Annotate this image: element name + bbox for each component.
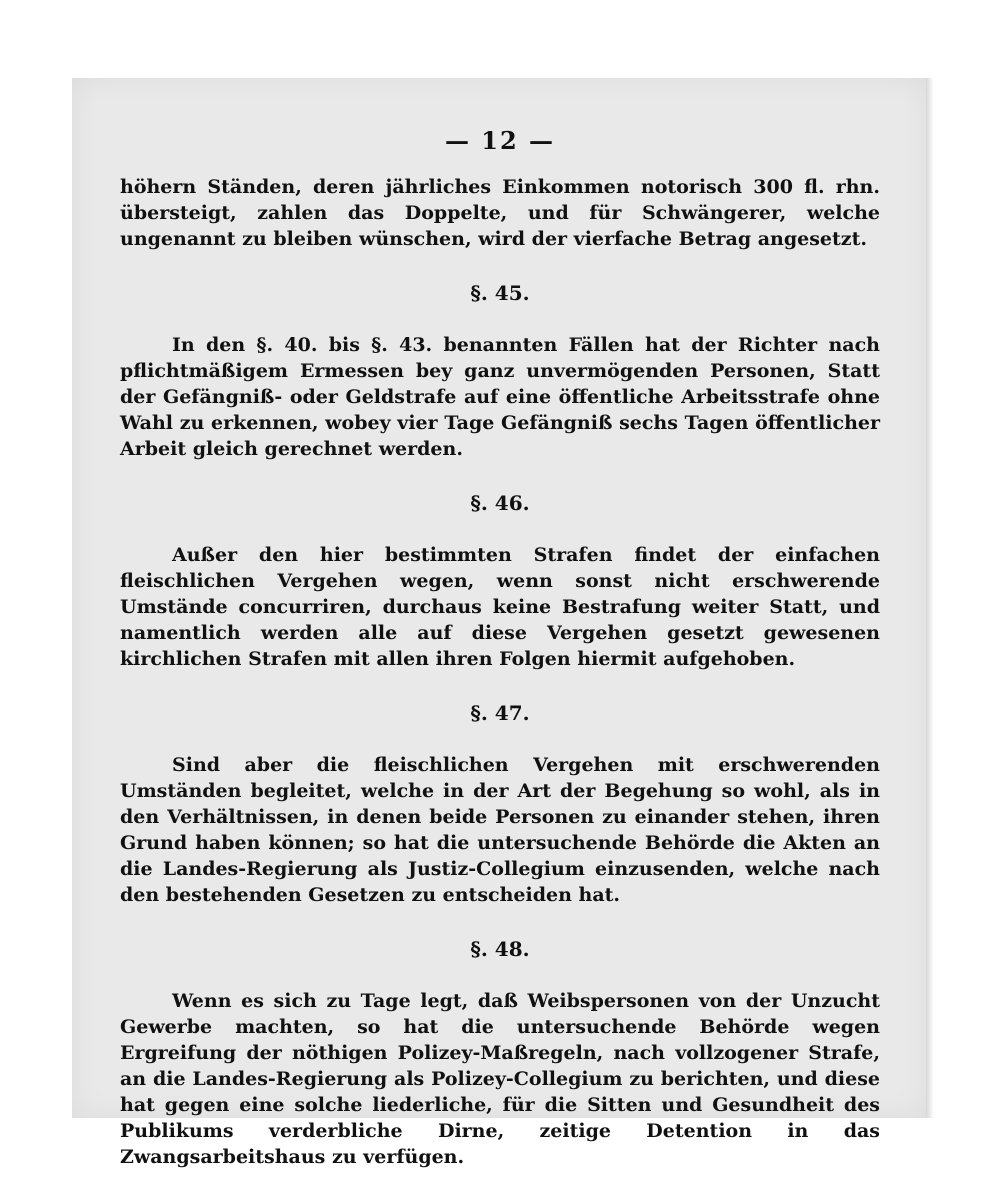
paragraph-section-48: Wenn es sich zu Tage legt, daß Weibspersonen von der Unzucht Gewerbe machten, so hat die untersuchende Behörde wegen Ergreifung der nöthigen Polizey-Maßregeln, nach vollzogener Strafe, an die Landes-Regierung als Polizey-Collegium zu berichten, und diese hat gegen eine solche liederliche, für die Sitten und Gesundheit des Publikums verderbliche Dirne, zeitige Detention in das Zwangsarbeitshaus zu verfügen. [120, 990, 880, 1168]
section-heading-47: §. 47. [470, 701, 530, 725]
paragraph-section-45: In den §. 40. bis §. 43. benannten Fällen hat der Richter nach pflichtmäßigem Ermessen bey ganz unvermögenden Personen, Statt der Gefängniß- oder Geldstrafe auf eine öffentliche Arbeitsstrafe ohne Wahl zu erkennen, wobey vier Tage Gefängniß sechs Tagen öffentlicher Arbeit gleich gerechnet werden. [120, 334, 880, 460]
section-heading-48: §. 48. [470, 937, 530, 961]
section-heading-45: §. 45. [470, 281, 530, 305]
paragraph-section-47: Sind aber die fleischlichen Vergehen mit erschwerenden Umständen begleitet, welche in der Art der Begehung so wohl, als in den Verhältnissen, in denen beide Personen zu einander stehen, ihren Grund haben können; so hat die untersuchende Behörde die Akten an die Landes-Regierung als Justiz-Collegium einzusenden, welche nach den bestehenden Gesetzen zu entscheiden hat. [120, 754, 880, 906]
page-text-block [120, 126, 880, 1170]
page-number: — 12 — [444, 126, 556, 155]
section-heading-46: §. 46. [470, 491, 530, 515]
paragraph-continuation: höhern Ständen, deren jährliches Einkommen notorisch 300 fl. rhn. übersteigt, zahlen das Doppelte, und für Schwängerer, welche ungenannt zu bleiben wünschen, wird der vierfache Betrag angesetzt. [120, 176, 880, 250]
book-page [72, 78, 928, 1168]
paragraph-section-46: Außer den hier bestimmten Strafen findet der einfachen fleischlichen Vergehen wegen, wenn sonst nicht erschwerende Umstände concurriren, durchaus keine Bestrafung weiter Statt, und namentlich werden alle auf diese Vergehen gesetzt gewesenen kirchlichen Strafen mit allen ihren Folgen hiermit aufgehoben. [120, 544, 880, 670]
